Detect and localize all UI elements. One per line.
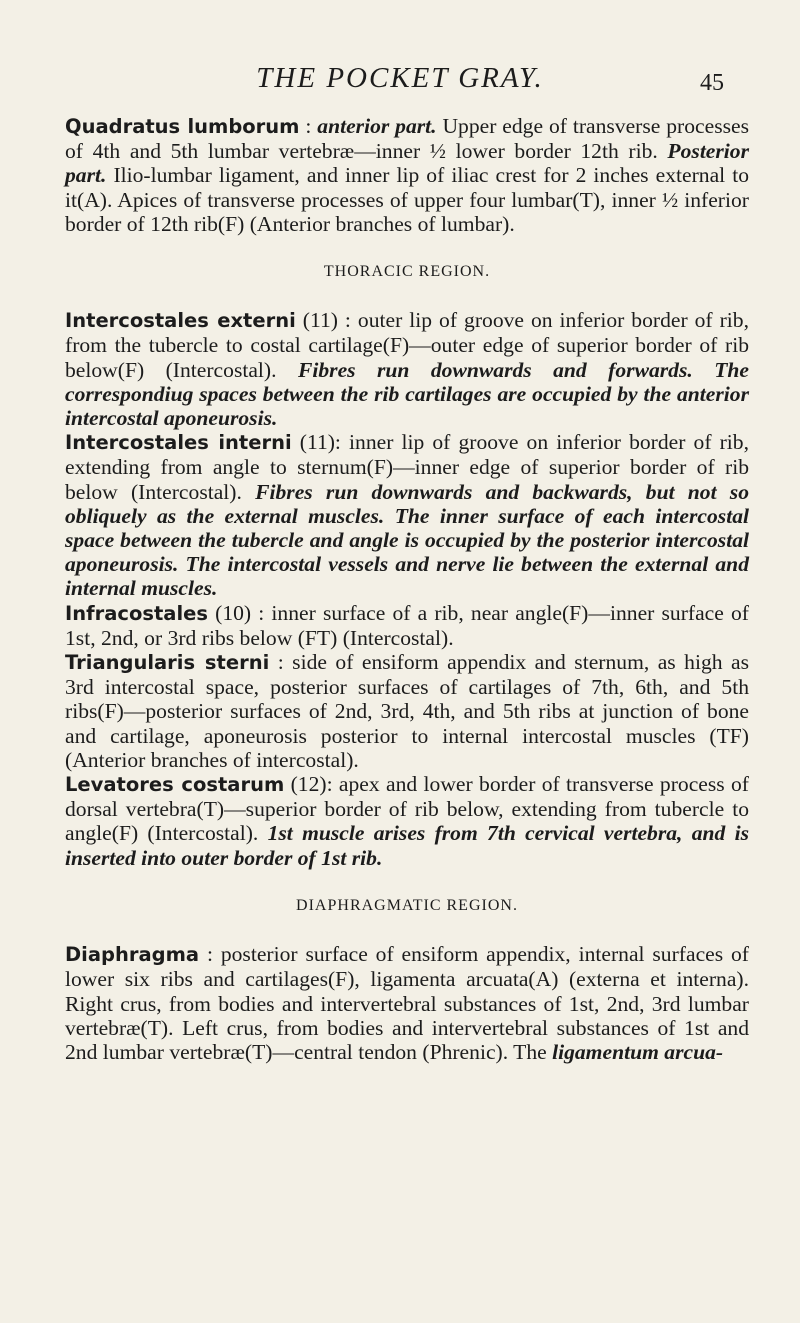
text-run: (11) : outer lip of groove on inferior border of rib, from the tubercle to costal cartilage(F)—outer edge of superior border of rib below(F) (Intercostal). [65, 308, 749, 382]
italic-text: Posterior part. [65, 139, 749, 188]
muscle-term: Intercostales externi [65, 309, 296, 333]
entry-paragraph [65, 942, 749, 1064]
section-heading: THORACIC REGION. [323, 263, 491, 281]
entry-paragraph [65, 772, 749, 870]
text-run: (11): inner lip of groove on inferior border of rib, extending from angle to sternum(F)—inner edge of superior border of rib below (Intercostal). [65, 430, 749, 504]
entry-paragraph [65, 601, 749, 650]
text-run: Upper edge of transverse processes of 4th and 5th lumbar vertebræ—inner ½ lower border 12th rib. [65, 114, 749, 164]
running-head-title: THE POCKET GRAY. [256, 62, 544, 94]
muscle-term: Diaphragma [65, 943, 200, 967]
muscle-term: Intercostales interni [65, 431, 292, 455]
text-run: : side of ensiform appendix and sternum, as high as 3rd intercostal space, posterior surfaces of cartilages of 7th, 6th, and 5th ribs(F)—posterior surfaces of 2nd, 3rd, 4th, and 5th ribs at junction of bone and cartilage, aponeurosis posterior to internal intercostal muscles (TF) (Anterior branches of intercostal). [65, 650, 749, 772]
italic-text: 1st muscle arises from 7th cervical vertebra, and is inserted into outer border of 1st rib. [65, 821, 749, 870]
text-run: (10) : inner surface of a rib, near angle(F)—inner surface of 1st, 2nd, or 3rd ribs below (FT) (Intercostal). [65, 600, 749, 650]
muscle-term: Triangularis sterni [65, 651, 270, 675]
page-number: 45 [700, 70, 724, 96]
running-head [0, 62, 800, 102]
italic-text: anterior part. [317, 114, 437, 138]
muscle-term: Quadratus lumborum [65, 115, 300, 138]
italic-text: Fibres run downwards and backwards, but not so obliquely as the external muscles. The inner surface of each intercostal space between the tubercle and angle is occupied by the posterior intercostal aponeurosis. The intercostal vessels and nerve lie between the external and internal muscles. [65, 479, 749, 601]
body-text [65, 114, 749, 1064]
italic-text: Fibres run downwards and forwards. The correspondiug spaces between the rib cartilages are occupied by the anterior intercostal aponeurosis. [65, 357, 749, 431]
section-heading: DIAPHRAGMATIC REGION. [296, 896, 518, 914]
entry-paragraph [65, 430, 749, 600]
text-run: Ilio-lumbar ligament, and inner lip of iliac crest for 2 inches external to it(A). Apices of transverse processes of upper four lumbar(T), inner ½ inferior border of 12th rib(F) (Anterior branches of lumbar). [65, 163, 749, 236]
italic-text: ligamentum arcua- [552, 1039, 724, 1064]
text-run: : posterior surface of ensiform appendix, internal surfaces of lower six ribs and cartilages(F), ligamenta arcuata(A) (externa et interna). Right crus, from bodies and intervertebral substances of 1st, 2nd, 3rd lumbar vertebræ(T). Left crus, from bodies and intervertebral substances of 1st and 2nd lumbar vertebræ(T)—central tendon (Phrenic). The [65, 942, 749, 1064]
muscle-term: Infracostales [65, 601, 208, 625]
entry-paragraph [65, 114, 749, 236]
entry-paragraph [65, 308, 749, 430]
entry-paragraph [65, 650, 749, 772]
text-run: (12): apex and lower border of transverse process of dorsal vertebra(T)—superior border of rib below, extending from tubercle to angle(F) (Intercostal). [65, 772, 749, 846]
muscle-term: Levatores costarum [65, 773, 285, 797]
text-run: : [299, 114, 318, 138]
